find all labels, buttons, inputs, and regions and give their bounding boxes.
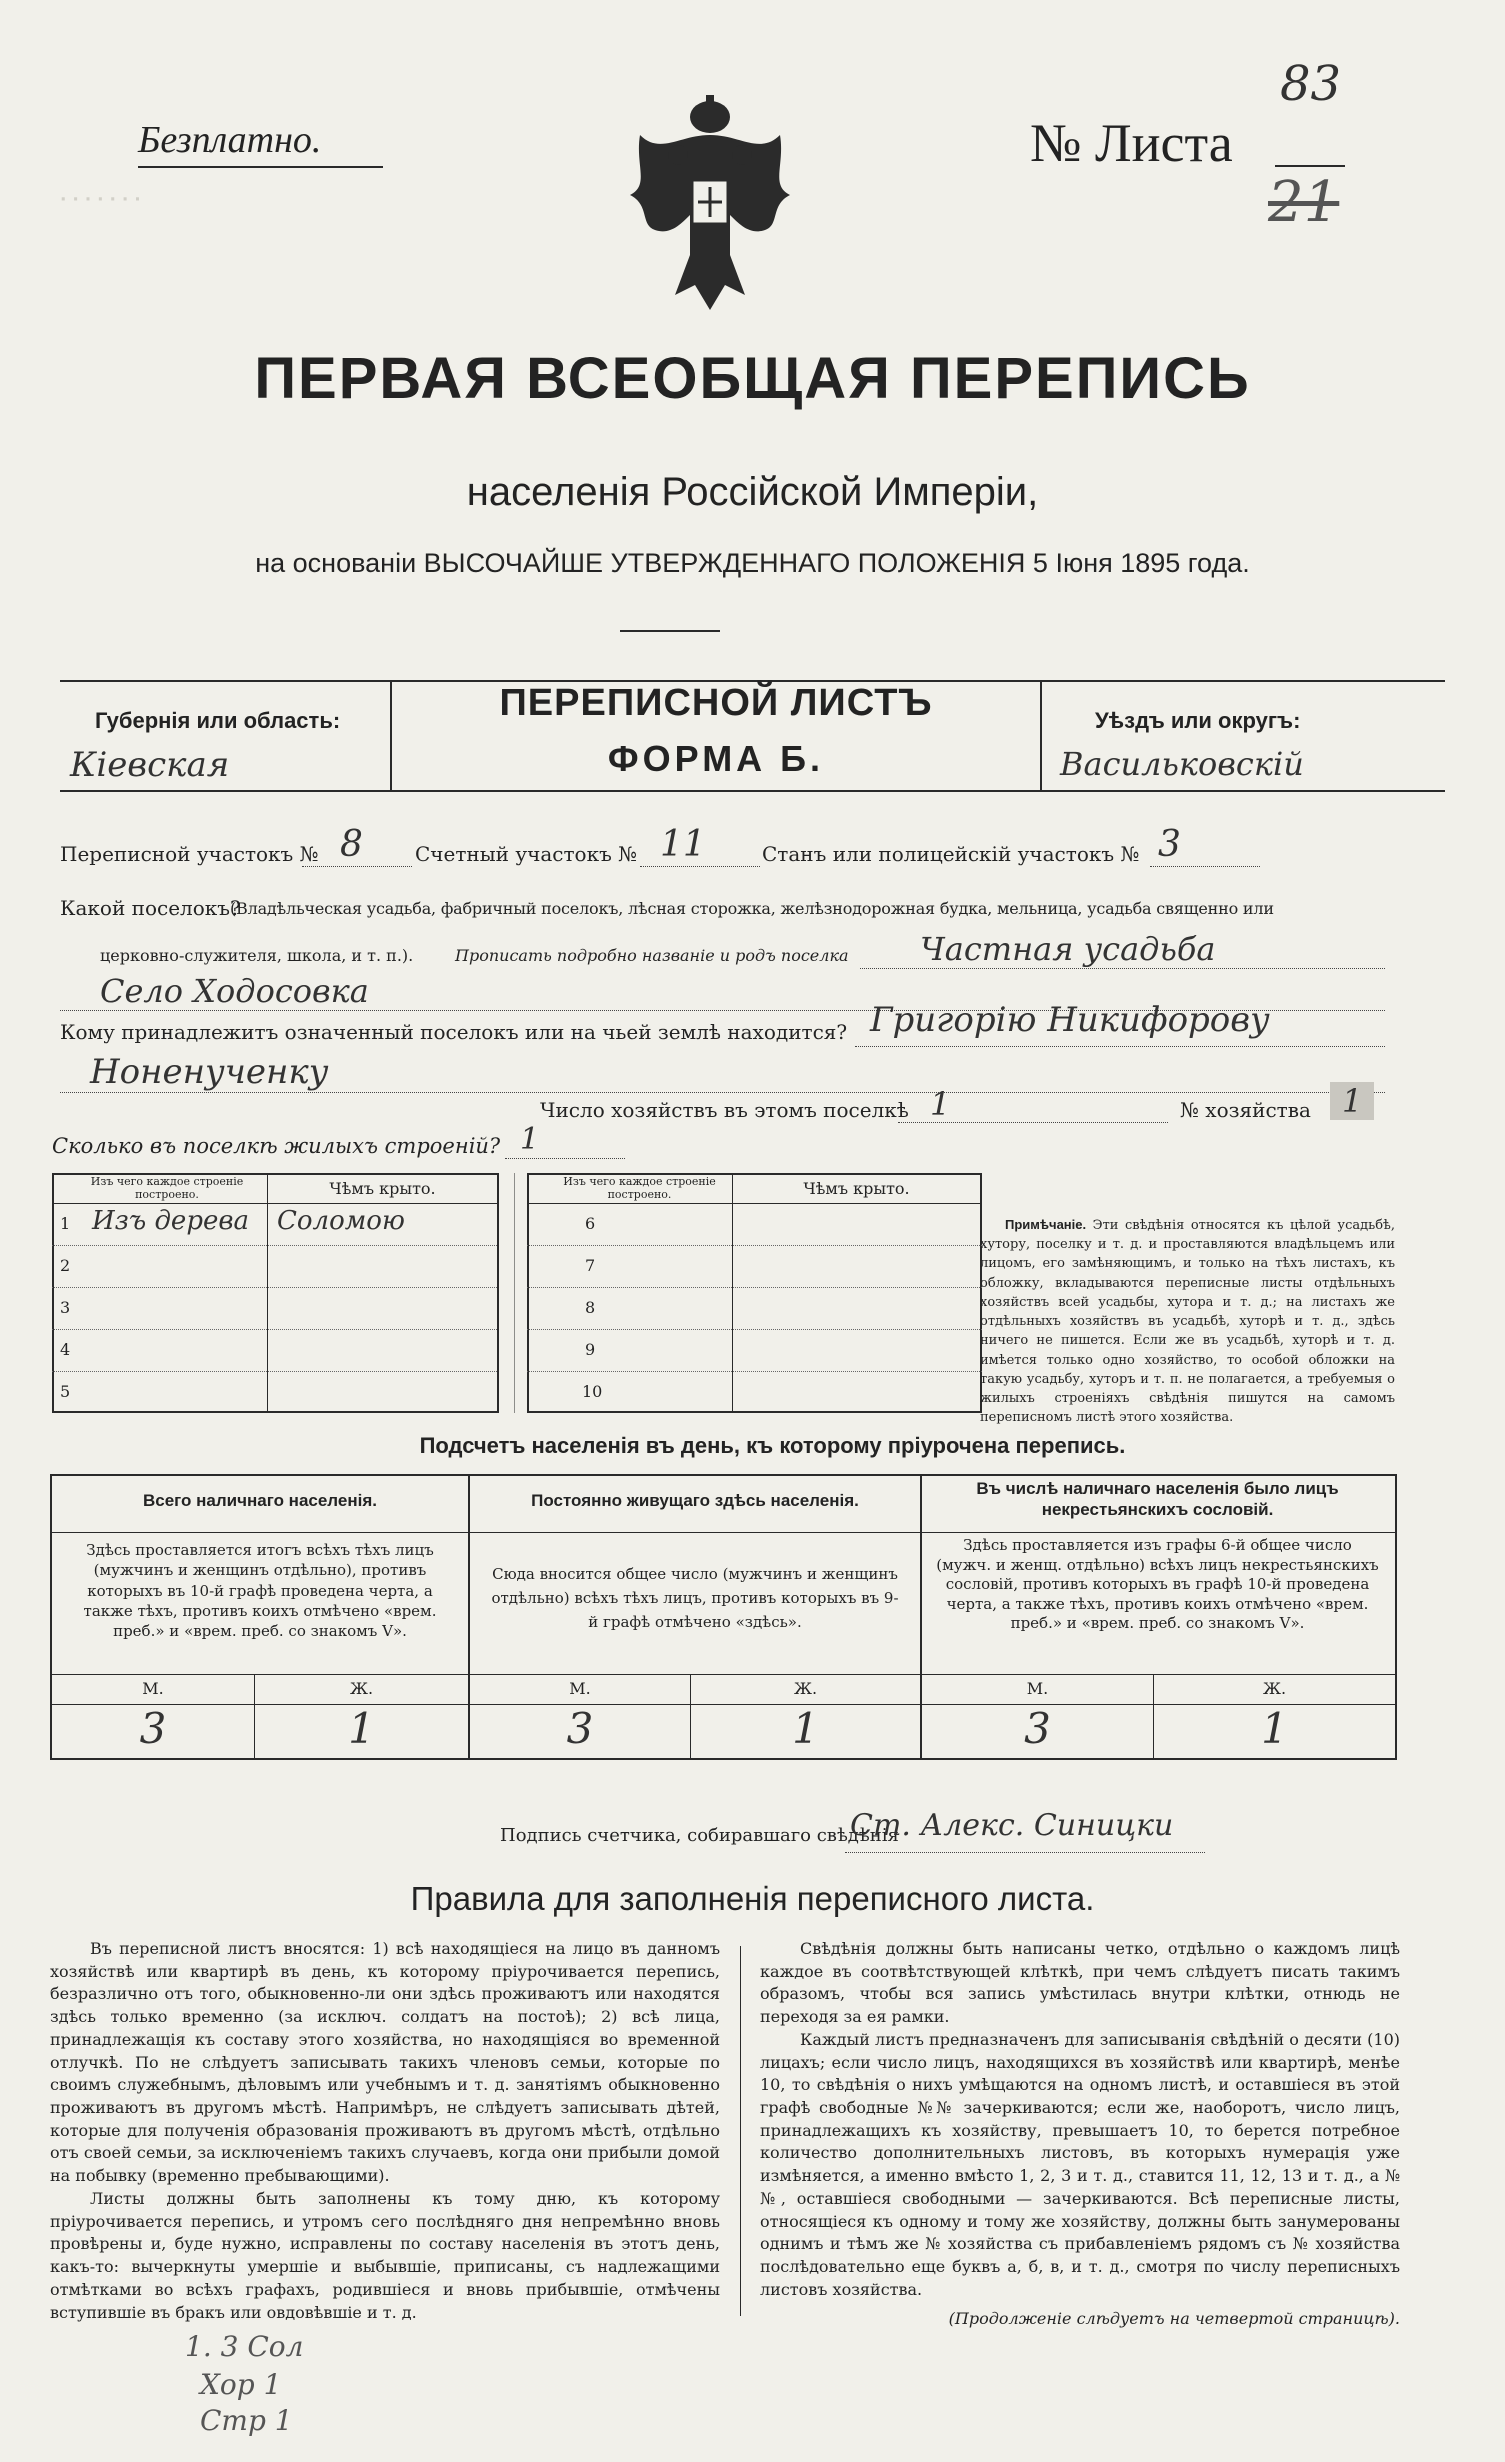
census-area-value: 8: [340, 824, 363, 865]
nonpeasant-male-value: 3: [1024, 1704, 1051, 1753]
count-area-value: 11: [660, 824, 706, 865]
household-number-value: 1: [1330, 1082, 1374, 1120]
table-row: 7: [527, 1246, 982, 1288]
buildings-table: [52, 1173, 982, 1413]
col-material-left: Изъ чего каждое строеніе построено.: [90, 1175, 244, 1202]
police-area-label: Станъ или полицейскій участокъ №: [762, 842, 1140, 866]
margin-note-1: 1. 3 Сол: [185, 2330, 304, 2363]
population-col-total-desc: Здѣсь проставляется итогъ всѣхъ тѣхъ лицъ (мужчинъ и женщинъ отдѣльно), противъ которыхъ въ 10-й графѣ проведена черта, а также тѣхъ, противъ коихъ отмѣчено «врем. преб.» и «врем. преб. со знакомъ V».: [83, 1541, 437, 1640]
m-label: М.: [1026, 1679, 1049, 1698]
population-title: Подсчетъ населенія въ день, къ которому пріурочена перепись.: [419, 1433, 1126, 1458]
police-area-value: 3: [1158, 824, 1181, 865]
m-label: М.: [142, 1679, 164, 1698]
table-row: 6: [527, 1204, 982, 1246]
census-area-label: Переписной участокъ №: [60, 842, 319, 866]
total-male-value: 3: [139, 1704, 167, 1753]
district-value: Васильковскій: [1060, 745, 1304, 783]
note-label: Примѣчаніе.: [1005, 1217, 1087, 1232]
population-col-nonpeasant-header: Въ числѣ наличнаго населенія было лицъ некрестьянскихъ сословій.: [976, 1479, 1339, 1520]
owner-label: Кому принадлежитъ означенный поселокъ или на чьей землѣ находится?: [60, 1020, 848, 1044]
note-block: [980, 1215, 1395, 1428]
nonpeasant-female-value: 1: [1261, 1704, 1288, 1753]
count-area-label: Счетный участокъ №: [415, 842, 638, 866]
province-label: Губернія или область:: [95, 708, 341, 733]
col-material-right: Изъ чего каждое строеніе построено.: [563, 1175, 716, 1202]
table-row: 3: [52, 1288, 497, 1330]
total-female-value: 1: [348, 1704, 375, 1753]
settlement-label: Какой поселокъ?: [60, 896, 241, 920]
buildings-label: Сколько въ поселкѣ жилыхъ строеній?: [52, 1134, 501, 1158]
household-number-label: № хозяйства: [1180, 1098, 1311, 1122]
permanent-male-value: 3: [566, 1704, 594, 1753]
note-text: Эти свѣдѣнія относятся къ цѣлой усадьбѣ, хутору, поселку и т. д. и проставляются владѣльцемъ или лицомъ, его замѣняющимъ, и только на тѣхъ листахъ, къ обложку, вкладываются переписные листы отдѣльныхъ хозяйствъ всей усадьбы, хутора и т. д.; на листахъ же отдѣльныхъ хозяйствъ въ усадьбѣ, хуторѣ и т. д., здѣсь ничего не пишется. Если же въ усадьбѣ, хуторѣ и т. д. имѣется только одно хозяйство, то особой обложки на такую усадьбу, хуторъ и т. п. не полагается, а требуемыя о жилыхъ строеніяхъ свѣдѣнія пишутся на самомъ переписномъ листѣ этого хозяйства.: [980, 1218, 1395, 1426]
owner-value-2: Ноненученку: [90, 1052, 329, 1092]
population-col-permanent-header: Постоянно живущаго здѣсь населенія.: [531, 1491, 859, 1510]
signature-value: Ст. Алекс. Синицки: [850, 1808, 1174, 1843]
district-label: Уѣздъ или округъ:: [1095, 708, 1301, 733]
population-table: [50, 1474, 1397, 1760]
subtitle: населенія Россійской Имперіи,: [466, 470, 1039, 514]
sheet-number-old: 21: [1268, 170, 1340, 235]
settlement-hint-2: церковно-служителя, школа, и т. п.).: [100, 946, 414, 965]
basis-line: на основаніи ВЫСОЧАЙШЕ УТВЕРЖДЕННАГО ПОЛОЖЕНІЯ 5 Іюня 1895 года.: [255, 548, 1250, 578]
table-row: 1 Изъ дерева Соломою: [52, 1204, 497, 1246]
population-col-nonpeasant-desc: Здѣсь проставляется изъ графы 6-й общее число (мужч. и женщ. отдѣльно) всѣхъ лицъ некрестьянскихъ сословій, противъ которыхъ въ графѣ 10-й проведена черта, а также тѣхъ, противъ коихъ отмѣчено «врем. преб.» и «врем. преб. со знакомъ V».: [936, 1536, 1379, 1632]
signature-label: Подпись счетчика, собиравшаго свѣдѣнія: [500, 1825, 899, 1846]
margin-note-2: Хор 1: [200, 2368, 282, 2401]
households-label: Число хозяйствъ въ этомъ поселкѣ: [540, 1098, 909, 1122]
table-row: 8: [527, 1288, 982, 1330]
table-row: 5: [60, 1382, 71, 1401]
population-col-total-header: Всего наличнаго населенія.: [143, 1491, 377, 1510]
f-label: Ж.: [1262, 1679, 1287, 1698]
rules-left-paragraph-1: Въ переписной листъ вносятся: 1) всѣ находящіеся на лицо въ данномъ хозяйствѣ или квартирѣ въ день, къ которому пріурочивается перепись, безразлично отъ того, обыкновенно-ли они здѣсь проживаютъ или находятся здѣсь только временно (за исключ. солдатъ на постоѣ); 2) всѣ лица, принадлежащія къ составу этого хозяйства, но находящіяся во временной отлучкѣ. По не слѣдуетъ записывать такихъ членовъ семьи, которые по своимъ служебнымъ, дѣловымъ или учебнымъ и т. д. занятіямъ обыкновенно проживаютъ въ другомъ мѣстѣ. Напримѣръ, не слѣдуетъ записывать дѣтей, которые для полученія образованія проживаютъ въ другомъ мѣстѣ, отдѣльно отъ своей семьи, за исключеніемъ такихъ случаевъ, когда они прибыли домой на побывку (временно пребывающими).: [50, 1939, 720, 2186]
form-subtitle: ФОРМА Б.: [607, 738, 825, 779]
sheet-number-value: 83: [1280, 56, 1342, 112]
buildings-value: 1: [520, 1122, 540, 1157]
sheet-number-label: № Листа: [1030, 113, 1233, 173]
f-label: Ж.: [349, 1679, 374, 1698]
province-value: Кіевская: [70, 745, 230, 785]
f-label: Ж.: [793, 1679, 818, 1698]
rules-title: Правила для заполненія переписного листа.: [410, 1880, 1095, 1917]
rules-right-paragraph-2: Каждый листъ предназначенъ для записыванія свѣдѣній о десяти (10) лицахъ; если число лицъ, находящихся въ хозяйствѣ или квартирѣ, менѣе 10, то свѣдѣнія о нихъ умѣщаются на одномъ листѣ, и оставшіеся въ этой графѣ свободные №№ зачеркиваются; если же, наоборотъ, число лицъ, принадлежащихъ къ хозяйству, превышаетъ 10, то берется потребное количество дополнительныхъ листовъ, въ которыхъ нумерація уже измѣняется, а именно вмѣсто 1, 2, 3 и т. д., ставится 11, 12, 13 и т. д., а №№, оставшіеся свободными — зачеркиваются. Всѣ переписные листы, относящіеся къ одному и тому же хозяйству, должны быть занумерованы однимъ и тѣмъ же № хозяйства съ прибавленіемъ рядомъ съ № хозяйства послѣдовательно еще буквъ а, б, в, и т. д., смотря по числу переписныхъ листовъ хозяйства.: [760, 2029, 1400, 2299]
m-label: М.: [569, 1679, 591, 1698]
table-row: 4: [52, 1330, 497, 1372]
rules-left-paragraph-2: Листы должны быть заполнены къ тому дню, къ которому пріурочивается перепись, и утромъ сего послѣдняго дня непремѣнно вновь провѣрены и, буде нужно, исправлены по составу населенія въ этотъ день, какъ-то: вычеркнуты умершіе и выбывшіе, приписаны, съ надлежащими отмѣтками во всѣхъ графахъ, родившіеся и вновь прибывшіе, отмѣчены вступившіе въ бракъ или овдовѣвшіе и т. д.: [50, 2188, 720, 2322]
imperial-eagle-icon: [620, 95, 800, 315]
settlement-hint-1: (Владѣльческая усадьба, фабричный поселокъ, лѣсная сторожка, желѣзнодорожная будка, мельница, усадьба священно или: [230, 899, 1274, 918]
free-label: Безплатно.: [138, 119, 322, 161]
rules-continued: (Продолженіе слѣдуетъ на четвертой страницѣ).: [948, 2308, 1400, 2328]
settlement-hint-3: Прописать подробно названіе и родъ поселка: [455, 946, 849, 965]
households-value: 1: [930, 1085, 951, 1123]
rules-right-column: [760, 1938, 1400, 2330]
form-title: ПЕРЕПИСНОЙ ЛИСТЪ: [499, 682, 933, 724]
rules-right-paragraph-1: Свѣдѣнія должны быть написаны четко, отдѣльно о каждомъ лицѣ каждое въ соотвѣтствующей клѣткѣ, при чемъ слѣдуетъ писать такимъ образомъ, чтобы вся запись умѣстилась внутри клѣтки, отнюдь не переходя за ея рамки.: [760, 1939, 1400, 2027]
table-row: 10: [582, 1382, 603, 1401]
margin-note-3: Стр 1: [200, 2404, 293, 2437]
bleed-through: · · · · · · ·: [60, 190, 141, 210]
settlement-value-2: Село Ходосовка: [100, 972, 369, 1010]
owner-value-1: Григорію Никифорову: [870, 1000, 1270, 1040]
population-col-permanent-desc: Сюда вносится общее число (мужчинъ и женщинъ отдѣльно) всѣхъ тѣхъ лицъ, противъ которыхъ въ 9-й графѣ отмѣчено «здѣсь».: [491, 1565, 899, 1631]
table-row: 2: [52, 1246, 497, 1288]
settlement-value-1: Частная усадьба: [920, 930, 1216, 968]
col-roof-left: Чѣмъ крыто.: [329, 1179, 436, 1198]
main-title: ПЕРВАЯ ВСЕОБЩАЯ ПЕРЕПИСЬ: [254, 346, 1251, 411]
col-roof-right: Чѣмъ крыто.: [803, 1179, 910, 1198]
permanent-female-value: 1: [792, 1704, 819, 1753]
table-row: 9: [527, 1330, 982, 1372]
rules-left-column: [50, 1938, 720, 2324]
